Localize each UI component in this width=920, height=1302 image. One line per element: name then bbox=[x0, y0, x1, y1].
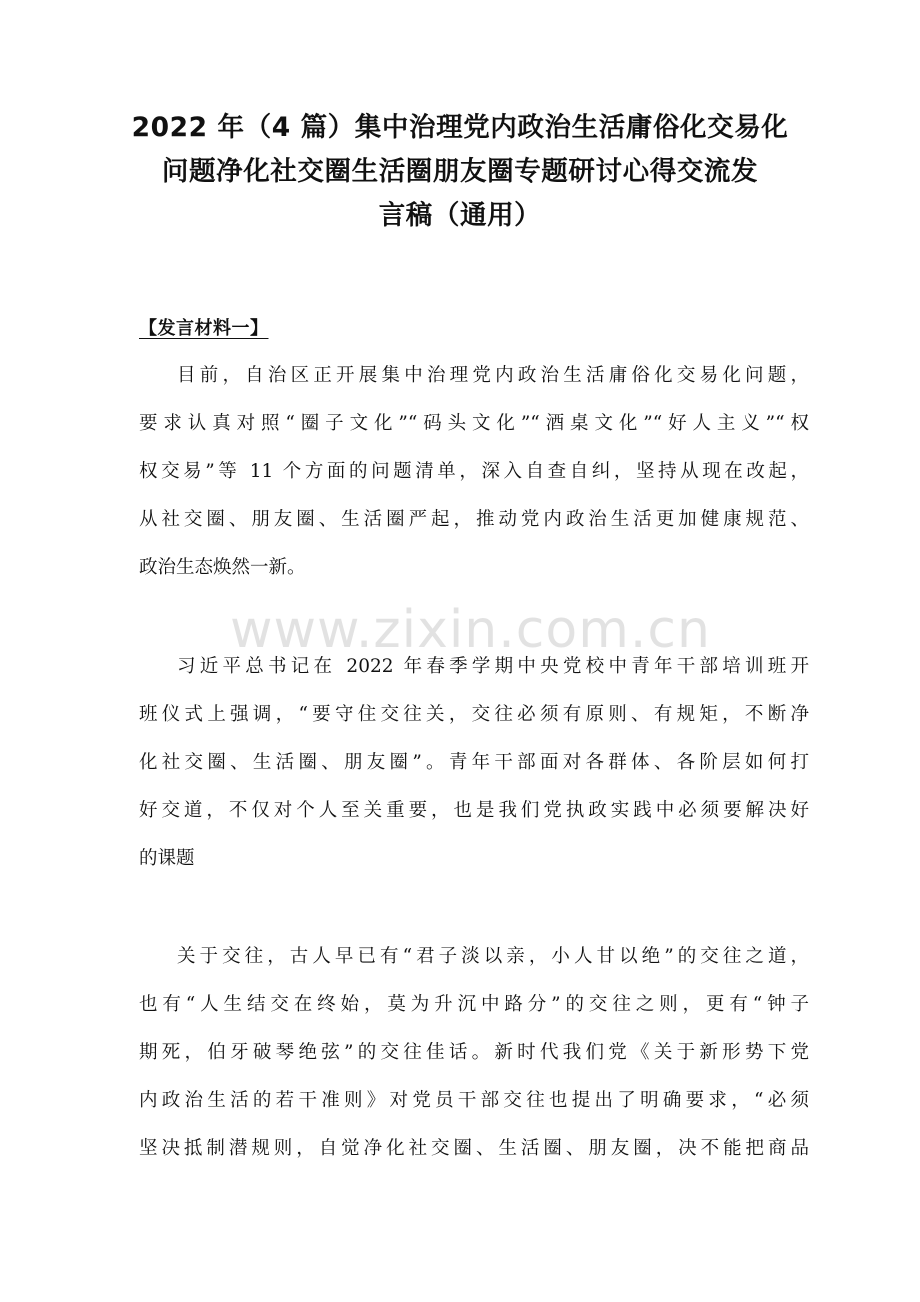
paragraph-line: 坚决抵制潜规则，自觉净化社交圈、生活圈、朋友圈，决不能把商品 bbox=[139, 1138, 809, 1159]
paragraph-line: 要求认真对照“圈子文化”“码头文化”“酒桌文化”“好人主义”“权 bbox=[139, 413, 809, 434]
title-line: 言稿（通用） bbox=[378, 200, 542, 231]
title-line: 2022 年（4 篇）集中治理党内政治生活庸俗化交易化 bbox=[131, 112, 789, 143]
paragraph-line: 好交道，不仅对个人至关重要，也是我们党执政实践中必须要解决好 bbox=[139, 800, 809, 821]
paragraph-line: 内政治生活的若干准则》对党员干部交往也提出了明确要求，“必须 bbox=[139, 1090, 809, 1111]
paragraph-line: 化社交圈、生活圈、朋友圈”。青年干部面对各群体、各阶层如何打 bbox=[139, 752, 809, 773]
paragraph-line: 班仪式上强调，“要守住交往关，交往必须有原则、有规矩，不断净 bbox=[139, 704, 809, 725]
paragraph bbox=[139, 352, 809, 592]
paragraph-line: 政治生态焕然一新。 bbox=[139, 557, 306, 578]
paragraph-line: 也有“人生结交在终始，莫为升沉中路分”的交往之则，更有“钟子 bbox=[139, 994, 809, 1015]
title-line: 问题净化社交圈生活圈朋友圈专题研讨心得交流发 bbox=[161, 156, 759, 187]
paragraph bbox=[139, 643, 809, 883]
paragraph-line: 目前，自治区正开展集中治理党内政治生活庸俗化交易化问题， bbox=[177, 365, 809, 386]
paragraph-line: 期死，伯牙破琴绝弦”的交往佳话。新时代我们党《关于新形势下党 bbox=[139, 1042, 809, 1063]
paragraph-line: 关于交往，古人早已有“君子淡以亲，小人甘以绝”的交往之道， bbox=[177, 946, 809, 967]
paragraph-line: 权交易”等 11 个方面的问题清单，深入自查自纠，坚持从现在改起， bbox=[139, 461, 809, 482]
paragraph-line: 习近平总书记在 2022 年春季学期中央党校中青年干部培训班开 bbox=[177, 656, 809, 677]
document-title bbox=[120, 106, 800, 238]
section-heading: 【发言材料一】 bbox=[139, 318, 269, 339]
watermark: www.zixin.com.cn bbox=[230, 600, 711, 660]
paragraph-line: 从社交圈、朋友圈、生活圈严起，推动党内政治生活更加健康规范、 bbox=[139, 509, 809, 530]
paragraph-line: 的课题 bbox=[139, 848, 195, 869]
paragraph bbox=[139, 933, 809, 1173]
